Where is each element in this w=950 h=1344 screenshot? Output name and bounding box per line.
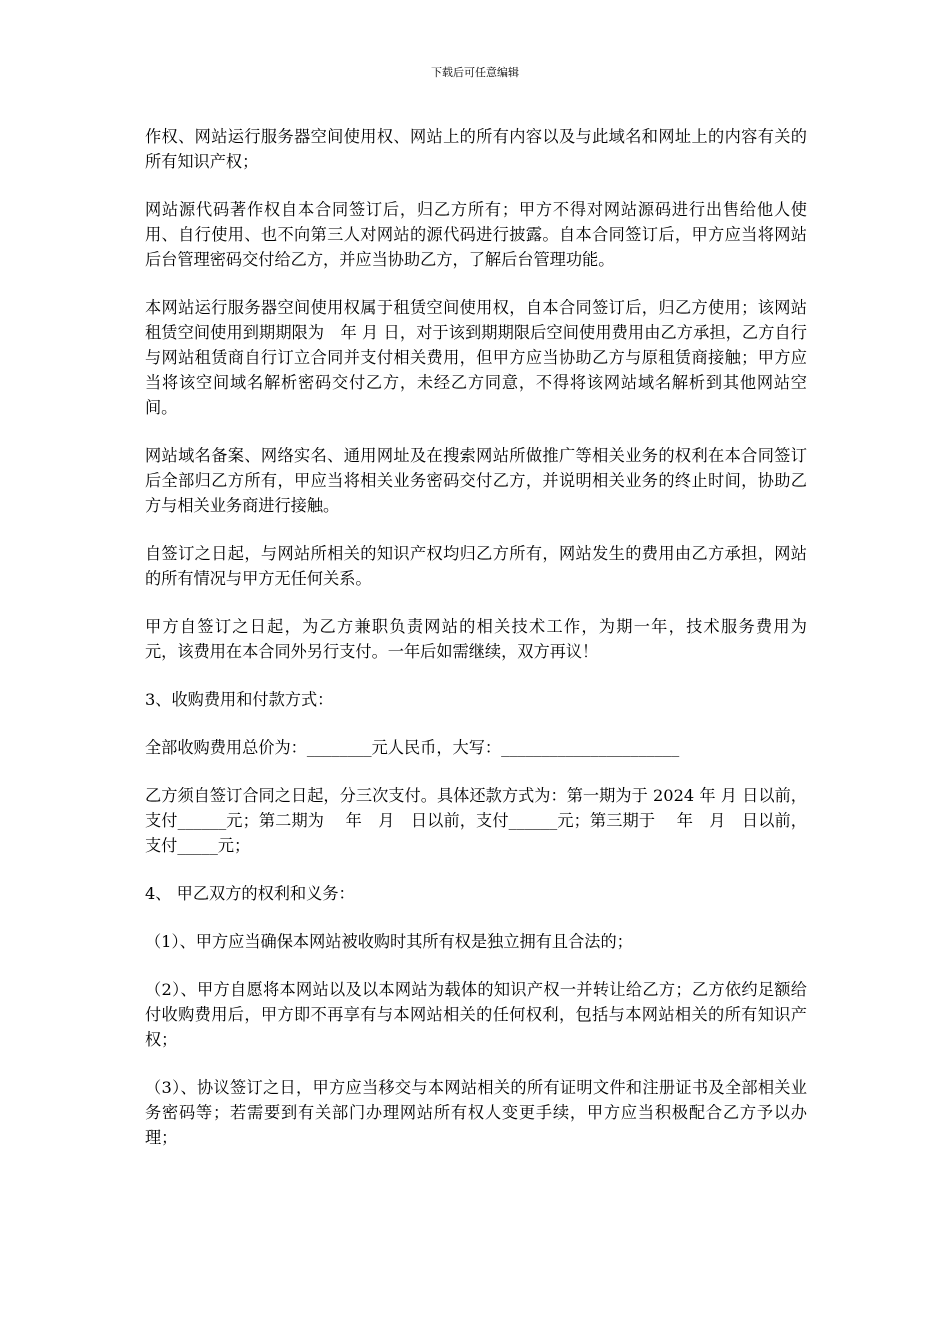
paragraph-domain-services: 网站域名备案、网络实名、通用网址及在搜索网站所做推广等相关业务的权利在本合同签订后全部归乙方所有，甲应当将相关业务密码交付乙方，并说明相关业务的终止时间，协助乙方与相关业务商进行接触。 [145, 446, 807, 515]
section-heading-payment: 3、收购费用和付款方式： [145, 690, 334, 709]
clause-2: （2）、甲方自愿将本网站以及以本网站为载体的知识产权一并转让给乙方；乙方依约足额给付收购费用后，甲方即不再享有与本网站相关的任何权利，包括与本网站相关的所有知识产权； [145, 980, 807, 1049]
paragraph-total-price: 全部收购费用总价为：________元人民币，大写：______________________ [145, 738, 680, 757]
section-heading-rights: 4、 甲乙双方的权利和义务： [145, 884, 355, 903]
clause-1: （1）、甲方应当确保本网站被收购时其所有权是独立拥有且合法的； [145, 932, 633, 951]
paragraph-source-code: 网站源代码著作权自本合同签订后，归乙方所有；甲方不得对网站源码进行出售给他人使用、自行使用、也不向第三人对网站的源代码进行披露。自本合同签订后，甲方应当将网站后台管理密码交付给乙方，并应当协助乙方，了解后台管理功能。 [145, 200, 807, 269]
paragraph-ip-rights-continued: 作权、网站运行服务器空间使用权、网站上的所有内容以及与此域名和网址上的内容有关的所有知识产权； [145, 127, 807, 171]
paragraph-technical-service: 甲方自签订之日起，为乙方兼职负责网站的相关技术工作，为期一年，技术服务费用为 元，该费用在本合同外另行支付。一年后如需继续，双方再议！ [145, 617, 824, 661]
document-body [145, 124, 824, 1173]
paragraph-ip-ownership: 自签订之日起，与网站所相关的知识产权均归乙方所有，网站发生的费用由乙方承担，网站的所有情况与甲方无任何关系。 [145, 544, 807, 588]
paragraph-installments: 乙方须自签订合同之日起，分三次支付。具体还款方式为：第一期为于 2024 年 月 日以前，支付______元；第二期为 年 月 日以前，支付______元；第三期于 年 月 日以前，支付_____元； [145, 786, 807, 855]
paragraph-server-space: 本网站运行服务器空间使用权属于租赁空间使用权，自本合同签订后，归乙方使用；该网站租赁空间使用到期期限为 年 月 日，对于该到期期限后空间使用费用由乙方承担，乙方自行与网站租赁商自行订立合同并支付相关费用，但甲方应当协助乙方与原租赁商接触；甲方应当将该空间域名解析密码交付乙方，未经乙方同意，不得将该网站域名解析到其他网站空间。 [145, 298, 807, 417]
page-header: 下载后可任意编辑 [431, 66, 519, 79]
clause-3: （3）、协议签订之日，甲方应当移交与本网站相关的所有证明文件和注册证书及全部相关业务密码等；若需要到有关部门办理网站所有权人变更手续，甲方应当积极配合乙方予以办理； [145, 1078, 807, 1147]
